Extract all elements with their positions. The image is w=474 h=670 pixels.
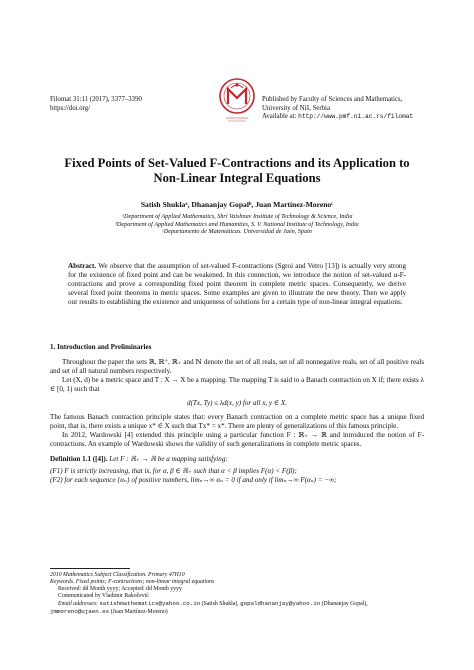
affiliations [40,213,434,236]
affiliation-b: ᵇDepartment of Applied Mathematics and Humanities, S. V. National Institute of Technology, India [115,220,359,228]
doi-link[interactable]: https://doi.org/ [50,104,91,112]
footnotes [50,572,424,617]
paragraph-notation: Throughout the paper the sets ℝ, ℝ⁺, ℝ₊ and ℕ denote the set of all reals, set of all nonnegative reals, set of all positive reals and set of all natural numbers respectively. [50,358,424,375]
email-name-shukla: (Satish Shukla), [200,601,241,608]
email-link-moreno[interactable]: jmmoreno@ujaen.es [50,608,110,616]
footnote-emails-cont [50,608,424,616]
definition-text: Let F : ℝ₊ → ℝ be a mapping satisfying: [107,455,228,463]
publisher-header [262,96,462,122]
university-seal-logo [218,76,256,128]
email-name-gopal: (Dhananjay Gopal), [320,601,368,608]
affiliation-c: ᶜDepartamento de Matemáticas. Universidad de Jaén, Spain [162,228,312,236]
footnote-emails [50,600,424,608]
email-link-shukla[interactable]: satishmathematics@yahoo.co.in [99,600,201,608]
paragraph-wardowski: In 2012, Wardowski [4] extended this principle using a particular function F : ℝ₊ → ℝ and introduced the notion of F-contractions. An example of Wardowski shows the validity of such generalizations in complete metric spaces. [50,431,424,448]
abstract [68,262,406,307]
condition-f2: (F2) for each sequence {αₙ} of positive numbers, limₙ→∞ αₙ = 0 if and only if limₙ→∞ F(αₙ) = −∞; [50,476,337,484]
publisher-line1: Published by Faculty of Sciences and Mathematics, [262,96,403,103]
section-body [50,358,424,485]
footnote-communicated: Communicated by Vladimir Rakočević [58,593,149,600]
email-label: Email addresses: [58,601,100,608]
author-list: Satish Shuklaᵃ, Dhananjay Gopalᵇ, Juan Martínez-Morenoᶜ [140,200,334,209]
footnote-received: Received: dd Month yyyy; Accepted: dd Month yyyy [58,586,182,593]
title-line1: Fixed Points of Set-Valued F-Contractions and its Application to [64,156,410,170]
available-line [262,113,462,122]
footnote-keywords: Keywords. Fixed points; F-contractions; non-linear integral equations [50,579,215,586]
definition-1-1 [50,455,424,464]
filomat-url-link[interactable]: http://www.pmf.ni.ac.rs/filomat [298,113,414,121]
contraction-equation: d(Tx, Ty) ≤ λd(x, y) for all x, y ∈ X. [187,399,287,407]
footnote-msc: 2010 Mathematics Subject Classification. Primary 47H10 [50,572,185,578]
seal-icon [218,76,256,128]
paragraph-banach-principle: The famous Banach contraction principle states that: every Banach contraction on a complete metric space has a unique fixed point, that is, there exists a unique x* ∈ X such that Tx* = x*. There are plenty of generalizations of this famous principle. [50,413,424,430]
section-heading: 1. Introduction and Preliminaries [50,343,152,351]
paper-title [40,156,434,186]
title-line2: Non-Linear Integral Equations [153,171,321,185]
paragraph-banach-def: Let (X, d) be a metric space and T : X → X be a mapping. The mapping T is said to a Banach contraction on X if; there exists λ ∈ [0, 1) such that [50,376,424,393]
email-link-gopal[interactable]: gopaldhananjay@yahoo.in [240,600,321,608]
publisher-line2: University of Niš, Serbia [262,104,330,112]
journal-line: Filomat 31:11 (2017), 3377–3390 [50,96,142,103]
abstract-label: Abstract. [68,262,97,270]
condition-f1: (F1) F is strictly increasing, that is, for α, β ∈ ℝ₊ such that α < β implies F(α) < F(β); [50,467,297,475]
affiliation-a: ᵃDepartment of Applied Mathematics, Shri Vaishnav Institute of Technology & Science, India [121,213,353,220]
email-name-moreno: (Juan Martínez-Moreno) [109,609,168,616]
footnote-rule [50,568,130,569]
abstract-text: We observe that the assumption of set-valued F-contractions (Sgroi and Vetro [13]) is actually very strong for the existence of fixed point and can be weakened. In this connection, we introduce the notion of set-valued α-F-contractions and prove a corresponding fixed point theorem in complete metric spaces. Consequently, we derive several fixed point theorems in metric spaces. Some examples are given to illustrate the new theory. Then we apply our results to establishing the existence and uniqueness of solutions for a certain type of non-linear integral equations. [68,262,406,306]
journal-header [50,96,210,113]
definition-label: Definition 1.1 ([4]). [50,455,108,463]
available-label: Available at: [262,113,299,121]
